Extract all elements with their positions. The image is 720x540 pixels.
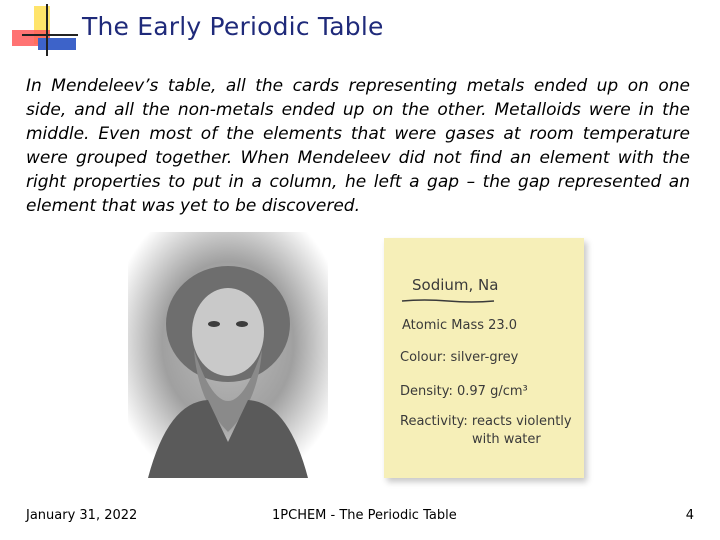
decoration-horizontal-line	[22, 34, 78, 36]
decoration-vertical-line	[46, 4, 48, 56]
card-colour: Colour: silver-grey	[400, 350, 519, 365]
slide-body-text: In Mendeleev’s table, all the cards representing metals ended up on one side, and all the non-metals ended up on the other. Metalloids were in the middle. Even most of the elements that were gases at room temperature were grouped together. When Mendeleev did not find an element with the right properties to put in a column, he left a gap – the gap represented an element that was yet to be discovered.	[26, 76, 690, 216]
card-atomic-mass: Atomic Mass 23.0	[402, 318, 518, 333]
card-title: Sodium, Na	[412, 276, 499, 294]
portrait-image	[128, 232, 328, 478]
footer-center-text: 1PCHEM - The Periodic Table	[272, 508, 457, 523]
card-title-underline	[400, 298, 496, 304]
card-density: Density: 0.97 g/cm³	[400, 384, 528, 399]
footer-page-number: 4	[685, 508, 694, 523]
card-reactivity-line2: with water	[472, 432, 541, 447]
sodium-note-card	[384, 238, 584, 478]
title-decoration	[0, 0, 80, 60]
decoration-blue-square	[38, 38, 76, 50]
slide-title: The Early Periodic Table	[82, 12, 384, 41]
card-reactivity-line1: Reactivity: reacts violently	[400, 414, 572, 429]
footer-date: January 31, 2022	[26, 508, 138, 523]
